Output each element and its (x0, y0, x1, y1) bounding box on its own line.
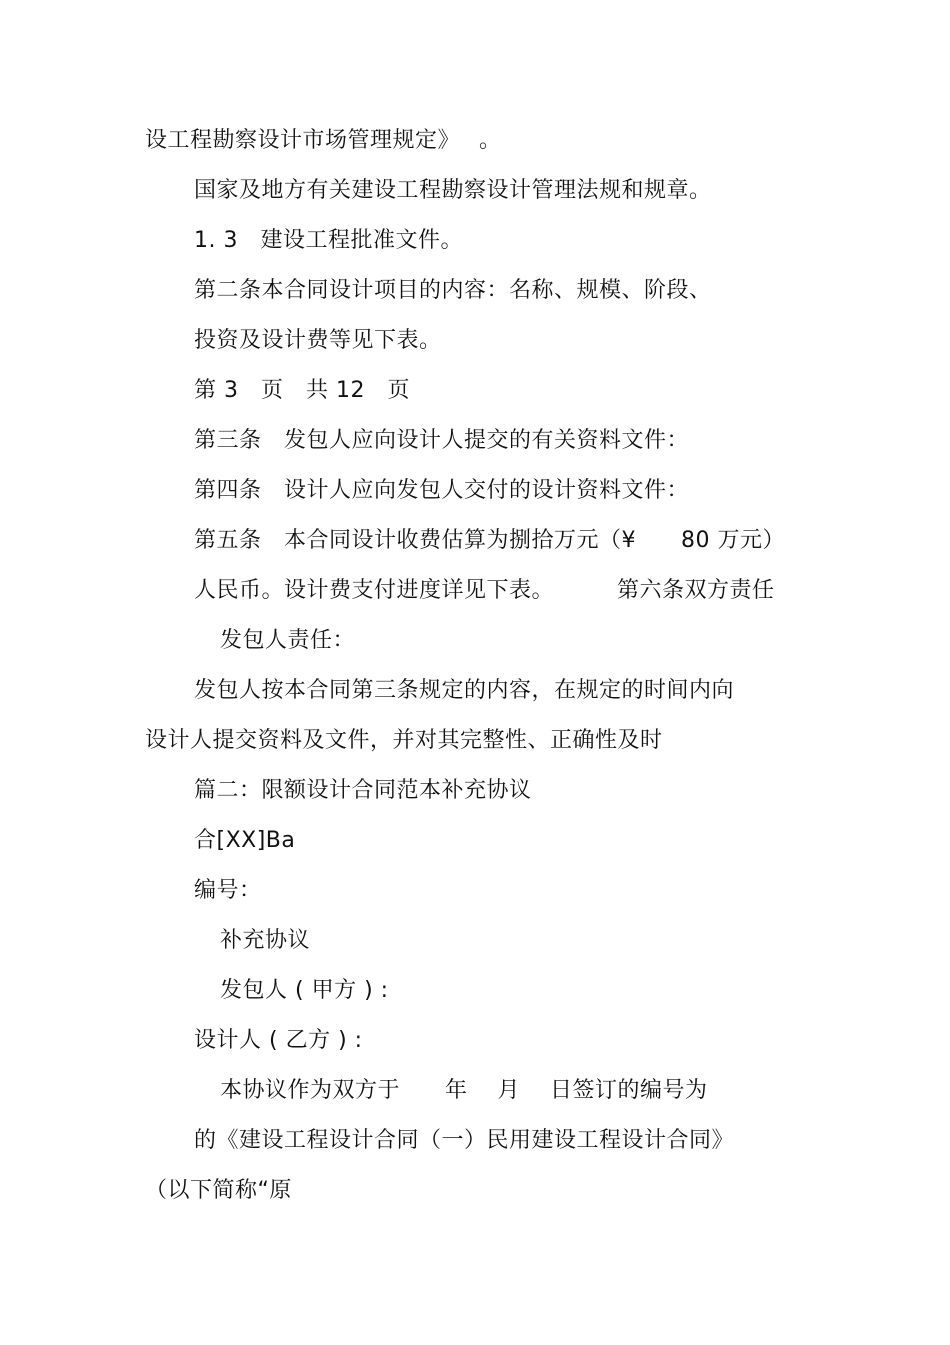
text-line-19: 设计人 ( 乙方 ) : (194, 1028, 363, 1053)
text-line-10b: 第六条双方责任 (617, 578, 775, 603)
text-line-13: 设计人提交资料及文件，并对其完整性、正确性及时 (145, 728, 663, 753)
text-line-21: 的《建设工程设计合同（一）民用建设工程设计合同》 (194, 1128, 735, 1153)
text-line-8: 第四条 设计人应向发包人交付的设计资料文件： (194, 478, 690, 503)
section-heading: 篇二：限额设计合同范本补充协议 (194, 778, 532, 803)
text-line-12: 发包人按本合同第三条规定的内容，在规定的时间内向 (194, 678, 735, 703)
text-line-22: （以下简称“原 (145, 1178, 292, 1203)
text-line-3: 1. 3 建设工程批准文件。 (194, 228, 463, 253)
text-line-4: 第二条本合同设计项目的内容：名称、规模、阶段、 (194, 278, 712, 303)
text-line-20: 本协议作为双方于 年 月 日签订的编号为 (220, 1078, 708, 1103)
text-line-5: 投资及设计费等见下表。 (194, 328, 442, 353)
text-line-1: 设工程勘察设计市场管理规定》 。 (145, 128, 502, 153)
text-line-15: 合[XX]Ba (194, 828, 296, 853)
text-line-7: 第三条 发包人应向设计人提交的有关资料文件： (194, 428, 690, 453)
page-number-line: 第 3 页 共 12 页 (194, 378, 410, 403)
text-line-9: 第五条 本合同设计收费估算为捌拾万元（¥ 80 万元） (194, 528, 785, 553)
text-line-11: 发包人责任： (220, 628, 356, 653)
text-line-10: 人民币。设计费支付进度详见下表。 (194, 578, 555, 603)
text-line-16: 编号： (194, 878, 262, 903)
text-line-17: 补充协议 (220, 928, 311, 953)
text-line-2: 国家及地方有关建设工程勘察设计管理法规和规章。 (194, 178, 712, 203)
text-line-18: 发包人 ( 甲方 ) : (220, 978, 389, 1003)
